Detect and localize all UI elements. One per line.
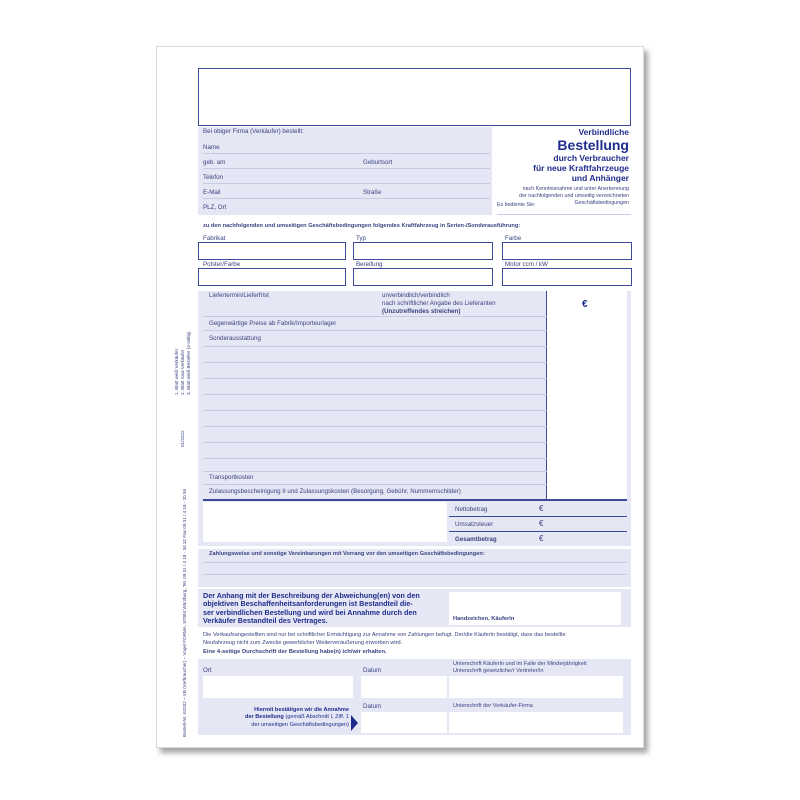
annex-line4: Verkäufer Bestandteil des Vertrages.	[203, 616, 328, 626]
confirm-text	[207, 707, 349, 729]
type-field[interactable]	[353, 242, 493, 260]
color-field[interactable]	[502, 242, 632, 260]
total-rule	[203, 499, 627, 501]
subtitle-line1: nach Kenntnisnahme und unter Anerkennung	[522, 186, 629, 192]
form-title: Bestellung	[557, 137, 629, 153]
subtitle-line2: der nachfolgenden und umseitig verzeichneten	[519, 193, 629, 199]
binding-line3: (Unzutreffendes streichen)	[382, 308, 461, 315]
date-label: Datum	[363, 667, 382, 674]
email-label: E-Mail	[203, 189, 221, 196]
list-price-label: Gegenwärtige Preise ab Fabrik/Importeurlager	[209, 320, 337, 327]
total-label: Gesamtbetrag	[455, 536, 497, 543]
copy-distribution-1: 1. Blatt weiß Verkäufer	[174, 348, 179, 395]
buyer-sig-label-2: Unterschrift gesetzliche/r Vertreter/in	[453, 668, 544, 674]
copy-confirmation: Eine 4-seitige Durchschrift der Bestellung habe(n) ich/wir erhalten.	[203, 649, 387, 655]
place-label: Ort	[203, 667, 212, 674]
vat-euro: €	[539, 519, 544, 528]
vat-label: Umsatzsteuer	[455, 521, 494, 528]
buyer-signature-field[interactable]	[449, 676, 623, 698]
seller-signature-field[interactable]	[449, 712, 623, 733]
annex-line1: Der Anhang mit der Beschreibung der Abweichung(en) von den	[203, 591, 420, 600]
title-line3: durch Verbraucher	[553, 153, 629, 163]
engine-label: Motor ccm / kW	[505, 261, 548, 268]
upholstery-label: Polster/Farbe	[203, 261, 241, 268]
initials-label: Handzeichen, Käuferln	[453, 616, 515, 622]
total-euro: €	[539, 534, 544, 543]
notes-area[interactable]	[203, 502, 447, 542]
make-label: Fabrikat	[203, 235, 226, 242]
confirm-line2: der Bestellung	[244, 714, 284, 721]
confirm-line3: der umseitigen Geschäftsbedingungen)	[251, 721, 349, 728]
buyer-intro-label: Bei obiger Firma (Verkäufer) bestellt:	[203, 128, 304, 135]
copy-distribution-3: 3. Blatt weiß Besteller (4-seitig)	[186, 331, 191, 395]
delivery-label: Liefertermin/Lieferfrist	[209, 292, 269, 299]
price-column[interactable]	[547, 291, 627, 499]
confirm-line2b: (gemäß Abschnitt I, Ziff. 1	[285, 714, 349, 721]
tires-label: Bereifung	[356, 261, 383, 268]
zip-city-label: PLZ, Ort	[203, 204, 227, 211]
buyer-section	[198, 127, 492, 215]
served-by-label: Es bediente Sie:	[497, 202, 536, 208]
binding-line1: unverbindlich/verbindlich	[382, 292, 450, 299]
net-euro: €	[539, 504, 544, 513]
annex-line3: ser verbindlichen Bestellung und wird bei Annahme durch den	[203, 607, 417, 617]
copy-distribution-2: 2. Blatt rosa Verkäufer	[180, 349, 185, 395]
vehicle-intro: zu den nachfolgenden und umseitigen Geschäftsbedingungen folgendes Kraftfahrzeug in Serien-/Sonderausführung:	[203, 223, 521, 229]
arrow-right-icon	[351, 715, 358, 731]
buyer-sig-label-1: Unterschrift Käuferln und im Falle der Minderjährigkeit	[453, 661, 587, 667]
form-imprint: Bestell-Nr. K0202 – VB (Verbraucher) – Vogel FORMA, 97084 Würzburg, Tel. 09 31 / 4 18 - 34 32 Fax 09 31 / 4 18 - 20 55	[182, 488, 187, 737]
order-form-sheet	[156, 46, 644, 748]
transport-label: Transportkosten	[209, 474, 254, 481]
euro-sign-header: €	[582, 299, 588, 310]
title-line1: Verbindliche	[578, 127, 629, 137]
date2-label: Datum	[363, 703, 382, 710]
upholstery-field[interactable]	[198, 268, 346, 286]
place-field[interactable]	[203, 676, 353, 698]
engine-field[interactable]	[502, 268, 632, 286]
form-date: 01/2022	[180, 430, 185, 447]
color-label: Farbe	[505, 235, 522, 242]
title-line5: und Anhänger	[571, 173, 629, 183]
born-label: geb. am	[203, 159, 226, 166]
name-label: Name	[203, 144, 220, 151]
type-label: Typ	[356, 235, 366, 242]
street-label: Straße	[363, 189, 382, 196]
seller-sig-label: Unterschrift der Verkäufer-Firma	[453, 703, 533, 709]
make-field[interactable]	[198, 242, 346, 260]
binding-line2: nach schriftlicher Angabe des Lieferanten	[382, 300, 496, 307]
extras-label: Sonderausstattung	[209, 335, 261, 342]
tires-field[interactable]	[353, 268, 493, 286]
confirm-line1: Hiermit bestätigen wir die Annahme	[254, 707, 349, 713]
net-label: Nettobetrag	[455, 506, 488, 513]
payment-heading: Zahlungsweise und sonstige Vereinbarungen mit Vorrang vor den umseitigen Geschäftsbedingungen:	[209, 551, 485, 557]
subtitle-line3: Geschäftsbedingungen	[574, 200, 629, 206]
date2-field[interactable]	[361, 712, 447, 733]
dealer-address-box[interactable]	[198, 68, 631, 126]
annex-text	[203, 592, 443, 625]
notice-line2: Neufahrzeug nicht zum Zwecke gewerblicher Weiterveräußerung erworben wird.	[203, 640, 403, 646]
title-line4: für neue Kraftfahrzeuge	[533, 163, 629, 173]
price-column-divider	[546, 291, 547, 499]
birthplace-label: Geburtsort	[363, 159, 393, 166]
date-field[interactable]	[361, 676, 447, 698]
registration-label: Zulassungsbescheinigung II und Zulassungskosten (Besorgung, Gebühr, Nummernschilder)	[209, 488, 461, 495]
notice-line1: Die Verkaufsangestellten sind nur bei schriftlicher Ermächtigung zur Annahme von Zahlungen befugt. Der/die Käuferln bestätigt, dass das bestellte	[203, 632, 566, 638]
phone-label: Telefon	[203, 174, 223, 181]
annex-line2: objektiven Beschaffenheitsanforderungen ist Bestandteil die-	[203, 599, 413, 609]
